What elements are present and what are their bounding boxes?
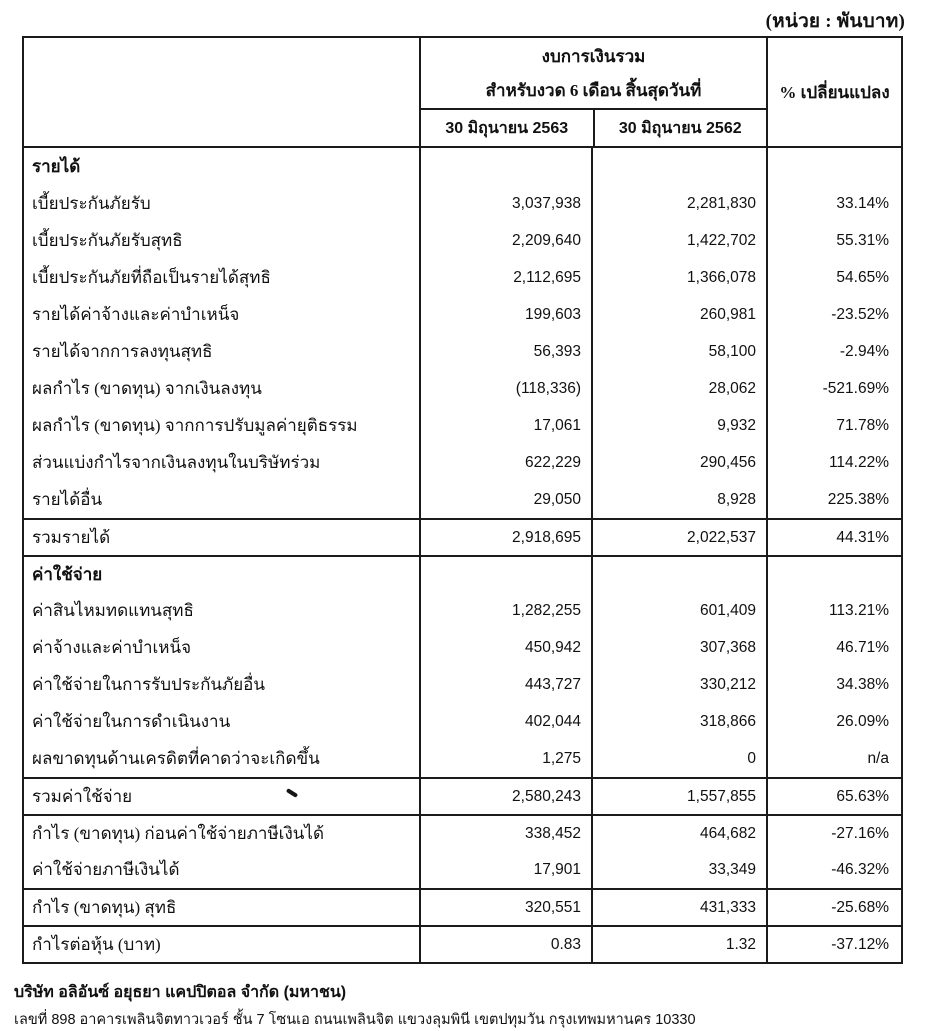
row-label: ค่าใช้จ่ายในการรับประกันภัยอื่น [24,666,421,703]
percent-change: -37.12% [831,935,889,953]
value-2562: 1,557,855 [593,779,768,814]
table-row [24,740,901,777]
percent-change: -46.32% [831,860,889,878]
header-subcolumns [421,110,766,146]
row-label: รวมค่าใช้จ่าย [24,779,421,814]
percent-change: 65.63% [836,787,889,805]
table-row [24,370,901,407]
income-statement-table [22,36,903,964]
value-2562: 260,981 [593,296,768,333]
value-2563: (118,336) [421,370,593,407]
row-label: เบี้ยประกันภัยรับ [24,185,421,222]
value-2562: 290,456 [593,444,768,481]
table-row [24,703,901,740]
row-label: ค่าใช้จ่ายในการดำเนินงาน [24,703,421,740]
value-2563 [421,148,593,185]
value-2562: 28,062 [593,370,768,407]
percent-change: 46.71% [836,638,889,656]
table-row [24,888,901,925]
row-label: กำไร (ขาดทุน) ก่อนค่าใช้จ่ายภาษีเงินได้ [24,816,421,851]
value-2562: 1,366,078 [593,259,768,296]
value-2563: 1,275 [421,740,593,777]
table-row [24,555,901,592]
table-row [24,592,901,629]
value-2563: 450,942 [421,629,593,666]
row-label: ผลกำไร (ขาดทุน) จากเงินลงทุน [24,370,421,407]
percent-change: -25.68% [831,898,889,916]
row-label: ส่วนแบ่งกำไรจากเงินลงทุนในบริษัทร่วม [24,444,421,481]
percent-change: -23.52% [831,305,889,323]
header-col-percent-change: % เปลี่ยนแปลง [766,38,901,146]
value-2563: 1,282,255 [421,592,593,629]
table-header [24,38,901,148]
row-label: ค่าจ้างและค่าบำเหน็จ [24,629,421,666]
table-row [24,259,901,296]
footer [14,980,696,1031]
unit-label: (หน่วย : พันบาท) [765,11,905,32]
value-2562: 8,928 [593,481,768,518]
percent-change: 114.22% [828,453,889,471]
row-label: เบี้ยประกันภัยที่ถือเป็นรายได้สุทธิ [24,259,421,296]
group-title-line1: งบการเงินรวม [541,46,646,66]
table-row [24,185,901,222]
percent-change [768,148,901,185]
value-2563 [421,557,593,592]
value-2563: 199,603 [421,296,593,333]
value-2563: 443,727 [421,666,593,703]
table-row [24,851,901,888]
table-row [24,296,901,333]
percent-change: -27.16% [831,824,889,842]
value-2562: 431,333 [593,890,768,925]
value-2563: 338,452 [421,816,593,851]
row-label: กำไรต่อหุ้น (บาท) [24,927,421,962]
value-2563: 320,551 [421,890,593,925]
value-2562 [593,148,768,185]
value-2563: 56,393 [421,333,593,370]
company-address: เลขที่ 898 อาคารเพลินจิตทาวเวอร์ ชั้น 7 โซนเอ ถนนเพลินจิต แขวงลุมพินี เขตปทุมวัน กรุงเทพมหานคร 10330 [14,1012,696,1028]
value-2562: 330,212 [593,666,768,703]
value-2562: 0 [593,740,768,777]
percent-change: 71.78% [836,416,889,434]
percent-change: 26.09% [836,712,889,730]
percent-change: -521.69% [822,379,889,397]
row-label: รายได้อื่น [24,481,421,518]
percent-change [768,557,901,592]
value-2563: 622,229 [421,444,593,481]
header-period-group [421,38,766,146]
table-row [24,666,901,703]
percent-change: 55.31% [836,231,889,249]
row-label: รายได้ [24,148,421,185]
value-2562: 307,368 [593,629,768,666]
table-row [24,629,901,666]
value-2562: 9,932 [593,407,768,444]
value-2563: 3,037,938 [421,185,593,222]
table-row [24,481,901,518]
table-row [24,148,901,185]
value-2563: 2,209,640 [421,222,593,259]
value-2562: 2,281,830 [593,185,768,222]
header-empty-cell [24,38,421,146]
value-2562: 318,866 [593,703,768,740]
row-label: กำไร (ขาดทุน) สุทธิ [24,890,421,925]
value-2563: 402,044 [421,703,593,740]
table-row [24,777,901,814]
value-2563: 29,050 [421,481,593,518]
table-row [24,814,901,851]
table-row [24,407,901,444]
row-label: ค่าใช้จ่าย [24,557,421,592]
value-2562: 1.32 [593,927,768,962]
value-2562: 2,022,537 [593,520,768,555]
header-col-2562: 30 มิถุนายน 2562 [618,119,742,137]
value-2562: 33,349 [593,851,768,888]
value-2563: 2,918,695 [421,520,593,555]
row-label: ผลกำไร (ขาดทุน) จากการปรับมูลค่ายุติธรรม [24,407,421,444]
value-2562: 1,422,702 [593,222,768,259]
table-row [24,444,901,481]
value-2563: 2,112,695 [421,259,593,296]
percent-change: 33.14% [836,194,889,212]
percent-change: n/a [867,749,889,767]
percent-change: -2.94% [839,342,889,360]
percent-change: 44.31% [836,528,889,546]
percent-change: 34.38% [836,675,889,693]
table-row [24,518,901,555]
row-label: เบี้ยประกันภัยรับสุทธิ [24,222,421,259]
percent-change: 113.21% [828,601,889,619]
table-row [24,333,901,370]
value-2563: 0.83 [421,927,593,962]
value-2563: 17,901 [421,851,593,888]
table-row [24,925,901,962]
value-2562: 464,682 [593,816,768,851]
percent-change: 225.38% [827,490,889,508]
value-2563: 2,580,243 [421,779,593,814]
header-col-2563: 30 มิถุนายน 2563 [421,110,595,146]
percent-change: 54.65% [836,268,889,286]
row-label: รวมรายได้ [24,520,421,555]
row-label: ผลขาดทุนด้านเครดิตที่คาดว่าจะเกิดขึ้น [24,740,421,777]
group-title-line2: สำหรับงวด 6 เดือน สิ้นสุดวันที่ [485,80,702,100]
row-label: ค่าสินไหมทดแทนสุทธิ [24,592,421,629]
table-row [24,222,901,259]
value-2562: 601,409 [593,592,768,629]
company-name: บริษัท อลิอันซ์ อยุธยา แคปปิตอล จำกัด (มหาชน) [14,984,347,1001]
row-label: รายได้ค่าจ้างและค่าบำเหน็จ [24,296,421,333]
value-2563: 17,061 [421,407,593,444]
value-2562: 58,100 [593,333,768,370]
header-group-title [421,38,766,110]
row-label: รายได้จากการลงทุนสุทธิ [24,333,421,370]
row-label: ค่าใช้จ่ายภาษีเงินได้ [24,851,421,888]
value-2562 [593,557,768,592]
table-body [24,148,901,962]
